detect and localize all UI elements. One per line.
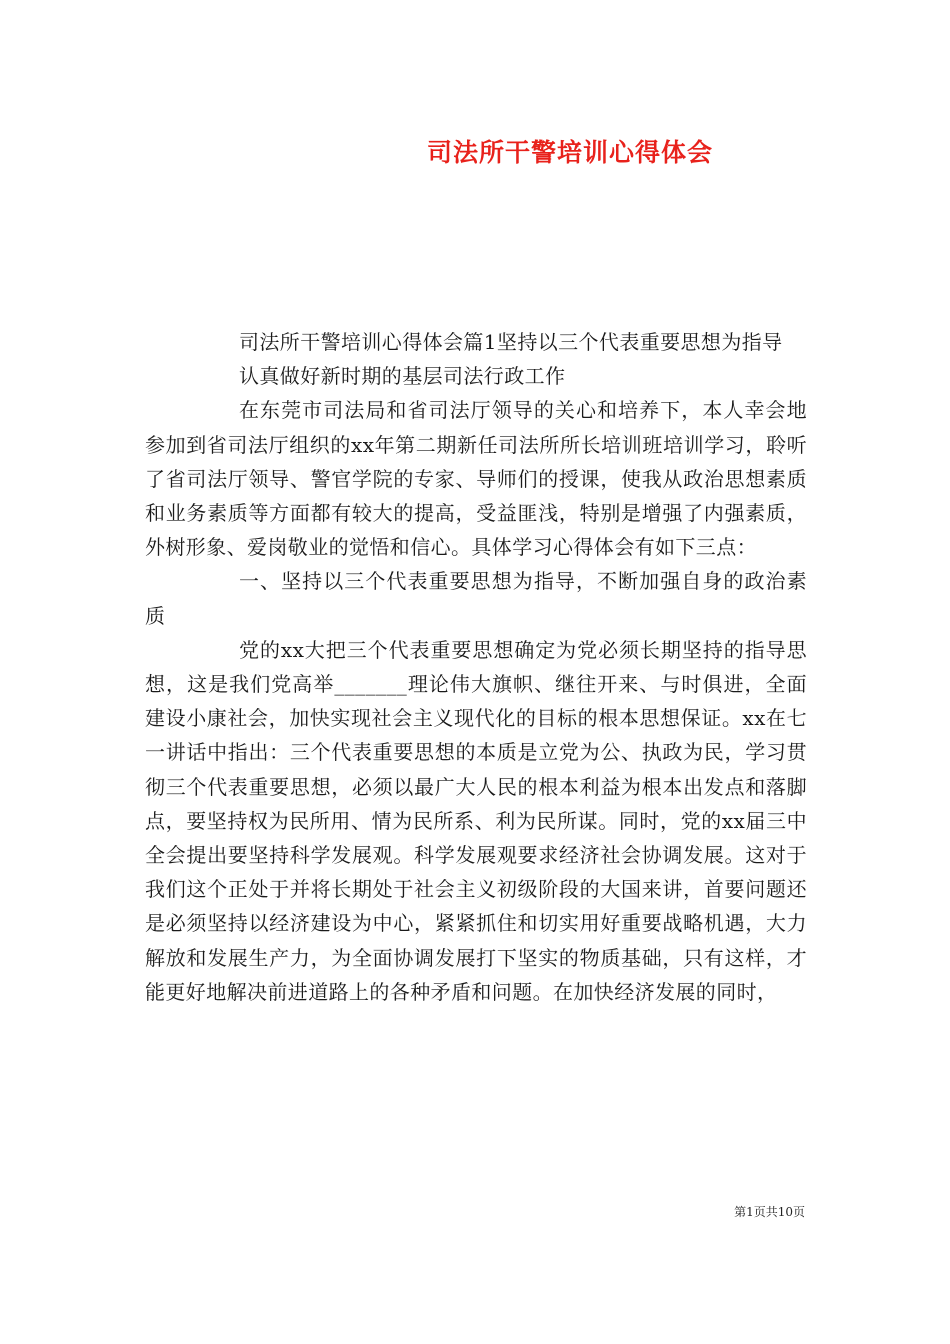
document-body	[145, 325, 807, 1009]
paragraph-subheading: 认真做好新时期的基层司法行政工作	[239, 364, 566, 389]
paragraph-section-heading: 一、坚持以三个代表重要思想为指导，不断加强自身的政治素质	[145, 569, 807, 628]
paragraph-section-body: 党的xx大把三个代表重要思想确定为党必须长期坚持的指导思想，这是我们党高举_______理论伟大旗帜、继往开来、与时俱进，全面建设小康社会，加快实现社会主义现代化的目标的根本思想保证。xx在七一讲话中指出：三个代表重要思想的本质是立党为公、执政为民，学习贯彻三个代表重要思想，必须以最广大人民的根本利益为根本出发点和落脚点，要坚持权为民所用、情为民所系、利为民所谋。同时，党的xx届三中全会提出要坚持科学发展观。科学发展观要求经济社会协调发展。这对于我们这个正处于并将长期处于社会主义初级阶段的大国来讲，首要问题还是必须坚持以经济建设为中心，紧紧抓住和切实用好重要战略机遇，大力解放和发展生产力，为全面协调发展打下坚实的物质基础，只有这样，才能更好地解决前进道路上的各种矛盾和问题。在加快经济发展的同时，	[145, 637, 807, 1004]
page-number: 第1页共10页	[734, 1205, 805, 1219]
document-title: 司法所干警培训心得体会	[426, 138, 713, 167]
paragraph-heading: 司法所干警培训心得体会篇1坚持以三个代表重要思想为指导	[239, 330, 783, 354]
paragraph-intro: 在东莞市司法局和省司法厅领导的关心和培养下，本人幸会地参加到省司法厅组织的xx年第二期新任司法所所长培训班培训学习，聆听了省司法厅领导、警官学院的专家、导师们的授课，使我从政治思想素质和业务素质等方面都有较大的提高，受益匪浅，特别是增强了内强素质，外树形象、爱岗敬业的觉悟和信心。具体学习心得体会有如下三点：	[145, 398, 807, 560]
